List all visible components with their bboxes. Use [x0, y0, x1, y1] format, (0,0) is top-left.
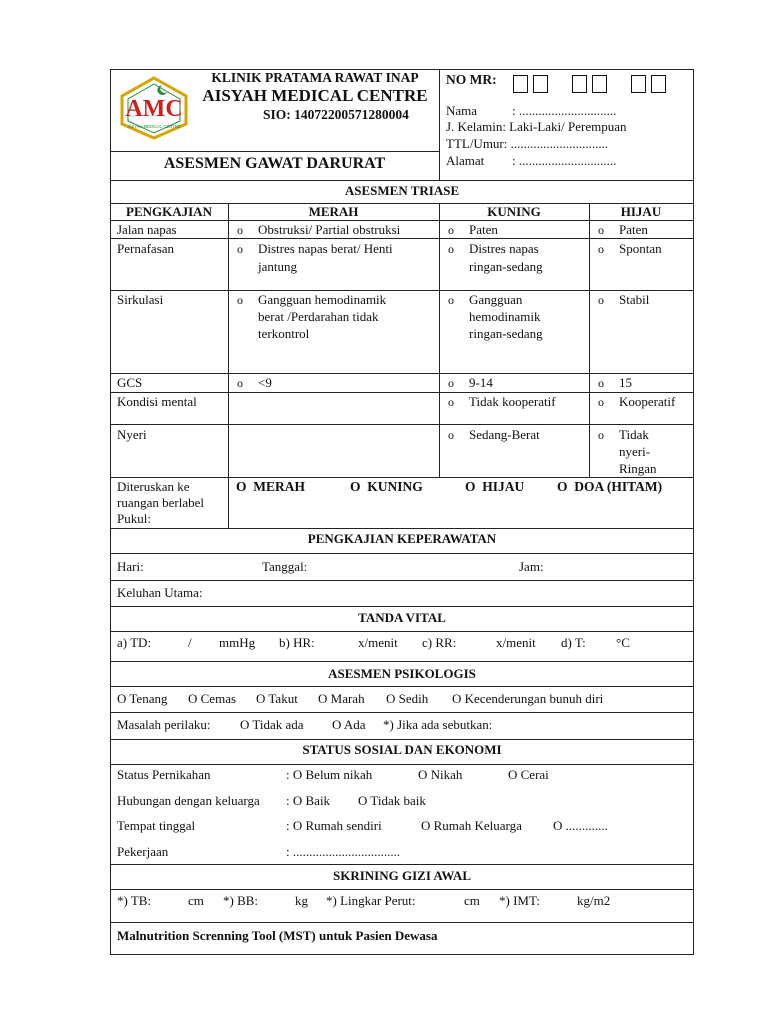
- row-label: Kondisi mental: [117, 394, 197, 409]
- diteruskan-label: Pukul:: [117, 511, 151, 526]
- hijau-option: Kooperatif: [619, 394, 676, 409]
- form-title: ASESMEN GAWAT DARURAT: [163, 155, 386, 172]
- col-pengkajian: PENGKAJIAN: [126, 204, 212, 219]
- masalah-label: Masalah perilaku:: [117, 717, 211, 732]
- kuning-option: Gangguan: [469, 292, 523, 307]
- checkbox-bullet[interactable]: o: [598, 293, 604, 307]
- row-label: Jalan napas: [117, 222, 177, 237]
- rr-unit: x/menit: [496, 635, 536, 650]
- psiko-option[interactable]: O Kecenderungan bunuh diri: [452, 691, 604, 706]
- option-hijau[interactable]: O HIJAU: [465, 479, 525, 494]
- td-unit: mmHg: [219, 635, 256, 650]
- sosial-label: Pekerjaan: [117, 844, 169, 859]
- col-merah: MERAH: [308, 204, 359, 219]
- tb-unit: cm: [188, 893, 204, 908]
- imt-unit: kg/m2: [577, 893, 611, 908]
- sosial-label: Hubungan dengan keluarga: [117, 793, 260, 808]
- psiko-option[interactable]: O Sedih: [386, 691, 429, 706]
- centre-name: AISYAH MEDICAL CENTRE: [202, 86, 428, 105]
- kuning-option: hemodinamik: [469, 309, 541, 324]
- row-label: Pernafasan: [117, 241, 175, 256]
- logo-subtext: AISYAH MEDICAL CENTRE: [127, 124, 181, 129]
- diteruskan-label: ruangan berlabel: [117, 495, 204, 510]
- sosial-title: STATUS SOSIAL DAN EKONOMI: [302, 742, 502, 757]
- jam-field[interactable]: Jam:: [519, 559, 544, 574]
- temp-label[interactable]: d) T:: [561, 635, 586, 650]
- checkbox-bullet[interactable]: o: [598, 428, 604, 442]
- rr-label[interactable]: c) RR:: [422, 635, 457, 650]
- col-kuning: KUNING: [487, 204, 541, 219]
- temp-unit: °C: [616, 635, 630, 650]
- patient-name-value[interactable]: : ..............................: [512, 103, 617, 118]
- checkbox-bullet[interactable]: o: [448, 395, 454, 409]
- sosial-option[interactable]: O Nikah: [418, 767, 463, 782]
- masalah-option[interactable]: O Tidak ada: [240, 717, 304, 732]
- kuning-option: ringan-sedang: [469, 259, 543, 274]
- checkbox-bullet[interactable]: o: [237, 293, 243, 307]
- patient-address-label: Alamat: [446, 153, 485, 168]
- bb-label[interactable]: *) BB:: [223, 893, 259, 908]
- checkbox-bullet[interactable]: o: [598, 223, 604, 237]
- psiko-option[interactable]: O Takut: [256, 691, 298, 706]
- sosial-option[interactable]: O Rumah Keluarga: [421, 818, 522, 833]
- merah-option: Distres napas berat/ Henti: [258, 241, 393, 256]
- logo-text: AMC: [125, 96, 183, 122]
- hijau-option: Tidak: [619, 427, 649, 442]
- patient-name-label: Nama: [446, 103, 478, 118]
- hijau-option: Spontan: [619, 241, 662, 256]
- hr-unit: x/menit: [358, 635, 398, 650]
- hijau-option: Stabil: [619, 292, 650, 307]
- checkbox-bullet[interactable]: o: [237, 223, 243, 237]
- diteruskan-label: Diteruskan ke: [117, 479, 190, 494]
- checkbox-bullet[interactable]: o: [448, 293, 454, 307]
- hijau-option: Paten: [619, 222, 648, 237]
- sosial-option[interactable]: O Tidak baik: [358, 793, 426, 808]
- no-mr-label: NO MR:: [446, 72, 497, 87]
- clinic-name: KLINIK PRATAMA RAWAT INAP: [211, 70, 419, 85]
- keluhan-field[interactable]: Keluhan Utama:: [117, 585, 203, 600]
- col-hijau: HIJAU: [620, 204, 662, 219]
- psiko-option[interactable]: O Marah: [318, 691, 365, 706]
- triase-title: ASESMEN TRIASE: [344, 183, 460, 198]
- checkbox-bullet[interactable]: o: [598, 242, 604, 256]
- option-kuning[interactable]: O KUNING: [350, 479, 423, 494]
- merah-option: Obstruksi/ Partial obstruksi: [258, 222, 401, 237]
- merah-option: Gangguan hemodinamik: [258, 292, 387, 307]
- checkbox-bullet[interactable]: o: [598, 395, 604, 409]
- kuning-option: Tidak kooperatif: [469, 394, 556, 409]
- sosial-label: Status Pernikahan: [117, 767, 211, 782]
- patient-gender[interactable]: J. Kelamin: Laki-Laki/ Perempuan: [446, 119, 627, 134]
- hijau-option: 15: [619, 375, 632, 390]
- kuning-option: Sedang-Berat: [469, 427, 540, 442]
- psiko-option[interactable]: O Cemas: [188, 691, 237, 706]
- hr-label[interactable]: b) HR:: [279, 635, 315, 650]
- masalah-option[interactable]: O Ada: [332, 717, 366, 732]
- lingkar-label[interactable]: *) Lingkar Perut:: [326, 893, 416, 908]
- kuning-option: ringan-sedang: [469, 326, 543, 341]
- imt-label[interactable]: *) IMT:: [499, 893, 540, 908]
- pekerjaan-field[interactable]: : .................................: [286, 844, 401, 859]
- masalah-note: *) Jika ada sebutkan:: [383, 717, 493, 732]
- row-label: Nyeri: [117, 427, 147, 442]
- sosial-option[interactable]: : O Rumah sendiri: [286, 818, 382, 833]
- sosial-option[interactable]: : O Baik: [286, 793, 331, 808]
- sosial-option[interactable]: O .............: [553, 818, 608, 833]
- kuning-option: 9-14: [469, 375, 493, 390]
- mst-heading: Malnutrition Screnning Tool (MST) untuk Pasien Dewasa: [117, 928, 438, 943]
- sosial-label: Tempat tinggal: [117, 818, 196, 833]
- checkbox-bullet[interactable]: o: [237, 376, 243, 390]
- hari-field[interactable]: Hari:: [117, 559, 144, 574]
- patient-address-value[interactable]: : ..............................: [512, 153, 617, 168]
- checkbox-bullet[interactable]: o: [448, 223, 454, 237]
- tanggal-field[interactable]: Tanggal:: [262, 559, 308, 574]
- merah-option: terkontrol: [258, 326, 310, 341]
- psiko-option[interactable]: O Tenang: [117, 691, 168, 706]
- tanda-vital-title: TANDA VITAL: [358, 610, 446, 625]
- hijau-option: Ringan: [619, 461, 657, 476]
- row-label: Sirkulasi: [117, 292, 164, 307]
- checkbox-bullet[interactable]: o: [448, 428, 454, 442]
- sosial-option[interactable]: : O Belum nikah: [286, 767, 373, 782]
- amc-logo: [118, 76, 190, 140]
- merah-option: <9: [258, 375, 272, 390]
- gizi-title: SKRINING GIZI AWAL: [333, 868, 471, 883]
- kuning-option: Distres napas: [469, 241, 539, 256]
- bb-unit: kg: [295, 893, 308, 908]
- lingkar-unit: cm: [464, 893, 480, 908]
- sio-number: SIO: 14072200571280004: [263, 107, 409, 122]
- keperawatan-title: PENGKAJIAN KEPERAWATAN: [307, 531, 497, 546]
- patient-ttl[interactable]: TTL/Umur: ..............................: [446, 136, 609, 151]
- merah-option: jantung: [258, 259, 297, 274]
- tb-label[interactable]: *) TB:: [117, 893, 152, 908]
- td-slash: /: [188, 635, 192, 650]
- hijau-option: nyeri-: [619, 444, 651, 459]
- option-merah[interactable]: O MERAH: [236, 479, 305, 494]
- sosial-option[interactable]: O Cerai: [508, 767, 549, 782]
- row-label: GCS: [117, 375, 143, 390]
- checkbox-bullet[interactable]: o: [448, 376, 454, 390]
- td-label[interactable]: a) TD:: [117, 635, 152, 650]
- option-doa-hitam[interactable]: O DOA (HITAM): [557, 479, 663, 494]
- psikologis-title: ASESMEN PSIKOLOGIS: [328, 666, 476, 681]
- checkbox-bullet[interactable]: o: [448, 242, 454, 256]
- merah-option: berat /Perdarahan tidak: [258, 309, 379, 324]
- checkbox-bullet[interactable]: o: [598, 376, 604, 390]
- kuning-option: Paten: [469, 222, 498, 237]
- checkbox-bullet[interactable]: o: [237, 242, 243, 256]
